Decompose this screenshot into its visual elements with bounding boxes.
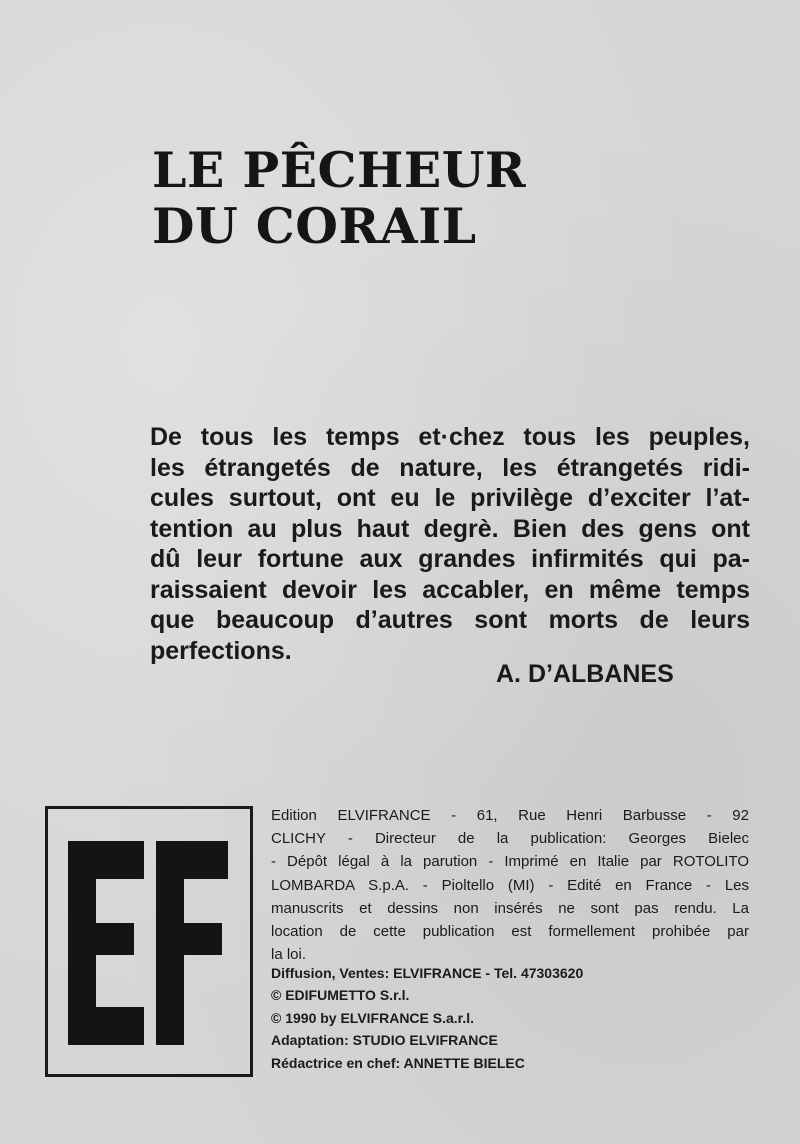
quote-author: A. D’ALBANES (496, 660, 674, 688)
credits-line: © EDIFUMETTO S.r.l. (271, 987, 410, 1004)
imprint-text (271, 804, 749, 966)
credits-line: Rédactrice en chef: ANNETTE BIELEC (271, 1054, 525, 1071)
quote-line: De tous les temps et·chez tous les peuples, (150, 423, 750, 451)
credits-line: Diffusion, Ventes: ELVIFRANCE - Tel. 47303620 (271, 965, 584, 981)
book-title-line-2: DU CORAIL (152, 197, 477, 255)
imprint-line: la loi. (271, 946, 307, 964)
quote-line: raissaient devoir les accabler, en même temps (150, 575, 750, 604)
imprint-line: LOMBARDA S.p.A. - Pioltello (MI) - Edité en France - Les (271, 876, 749, 894)
credits-line: Adaptation: STUDIO ELVIFRANCE (271, 1032, 498, 1049)
quote-line: cules surtout, ont eu le privilège d’exciter l’at- (150, 484, 750, 512)
quote-line: perfections. (150, 636, 292, 665)
quote-line: dû leur fortune aux grandes infirmités qui pa- (150, 545, 750, 573)
imprint-line: location de cette publication est formellement prohibée par (271, 923, 749, 941)
quote-line: que beaucoup d’autres sont morts de leurs (150, 606, 750, 634)
publisher-logo (45, 806, 253, 1077)
book-title-line-1: LE PÊCHEUR (152, 141, 527, 199)
credits-line: © 1990 by ELVIFRANCE S.a.r.l. (271, 1009, 475, 1026)
epigraph-quote (150, 422, 750, 666)
imprint-line: manuscrits et dessins non insérés ne sont pas rendu. La (271, 899, 749, 917)
credits-text (271, 962, 751, 1074)
book-title (152, 142, 672, 254)
imprint-line: - Dépôt légal à la parution - Imprimé en Italie par ROTOLITO (271, 853, 749, 871)
imprint-line: CLICHY - Directeur de la publication: Georges Bielec (271, 830, 749, 848)
quote-line: les étrangetés de nature, les étrangetés ridi- (150, 453, 750, 482)
imprint-line: Edition ELVIFRANCE - 61, Rue Henri Barbusse - 92 (271, 807, 749, 824)
quote-line: tention au plus haut degrè. Bien des gens ont (150, 514, 750, 543)
ef-logo-icon (48, 809, 250, 1074)
